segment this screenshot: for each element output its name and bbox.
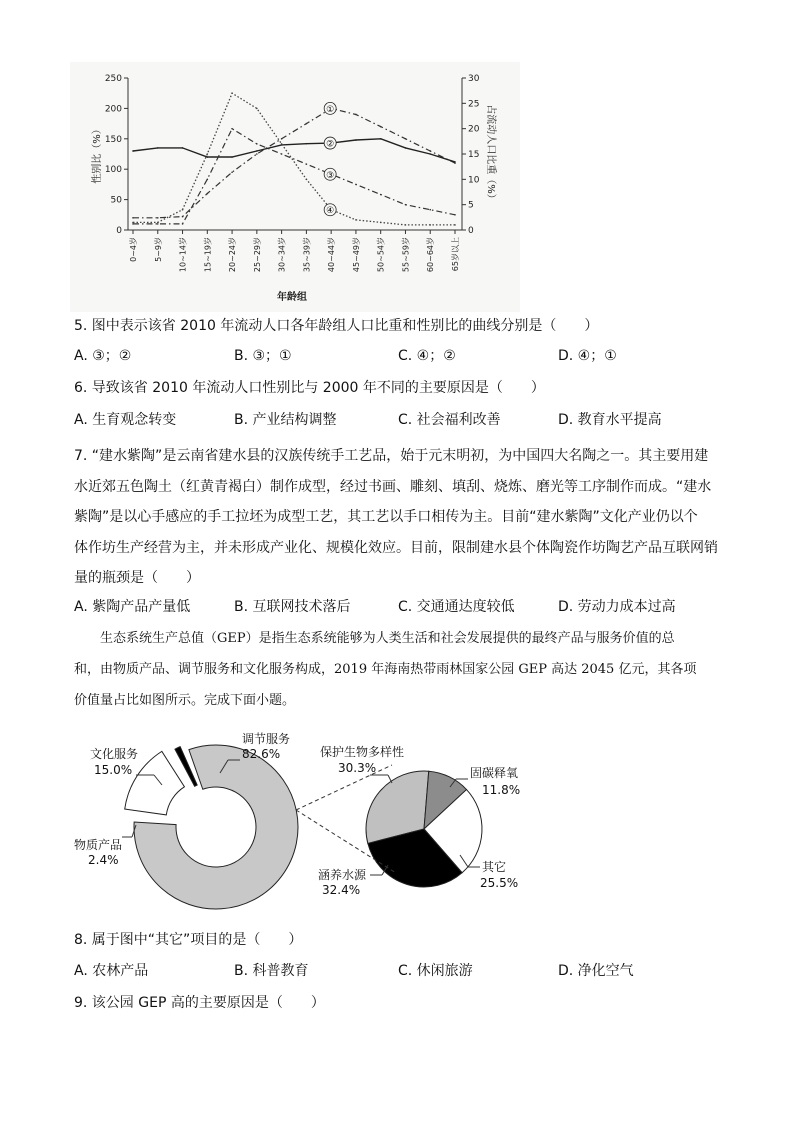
series-point bbox=[182, 223, 184, 225]
label-carbon-oxygen: 固碳释氧 bbox=[470, 766, 519, 780]
label-cultural-services: 文化服务 bbox=[90, 747, 139, 761]
question-7-stem bbox=[74, 441, 730, 594]
x-axis-tick-label: 60~64岁 bbox=[426, 237, 436, 273]
right-axis-tick-label: 30 bbox=[468, 74, 480, 84]
series-point bbox=[306, 179, 308, 181]
x-axis-tick-label: 50~54岁 bbox=[376, 237, 386, 273]
series-point bbox=[380, 222, 382, 224]
series-point bbox=[132, 217, 134, 219]
question-9-stem: 9. 该公园 GEP 高的主要原因是（ ） bbox=[74, 995, 325, 1011]
series-point bbox=[256, 108, 258, 110]
label-material-products-pct: 2.4% bbox=[88, 853, 119, 867]
left-axis-tick-label: 0 bbox=[116, 226, 122, 236]
q7-option-c[interactable]: C. 交通通达度较低 bbox=[398, 599, 515, 615]
series-point bbox=[231, 92, 233, 94]
series-point bbox=[405, 224, 407, 226]
left-axis-tick-label: 50 bbox=[110, 195, 122, 206]
x-axis-tick-label: 65岁以上 bbox=[451, 237, 460, 272]
question-6-stem: 6. 导致该省 2010 年流动人口性别比与 2000 年不同的主要原因是（ ） bbox=[74, 380, 545, 396]
left-axis-tick-label: 200 bbox=[104, 104, 122, 115]
series-point bbox=[306, 163, 308, 165]
q7-option-b[interactable]: B. 互联网技术落后 bbox=[234, 599, 351, 615]
q8-option-a[interactable]: A. 农林产品 bbox=[74, 963, 149, 979]
series-point bbox=[355, 114, 357, 116]
q5-option-a[interactable]: A. ③；② bbox=[74, 348, 132, 364]
series-point bbox=[281, 138, 283, 140]
label-biodiversity: 保护生物多样性 bbox=[320, 745, 405, 759]
x-axis-tick-label: 20~24岁 bbox=[228, 237, 238, 273]
series-point bbox=[207, 193, 209, 195]
x-axis-tick-label: 35~39岁 bbox=[302, 237, 312, 273]
series-point bbox=[405, 204, 407, 206]
series-point bbox=[306, 123, 308, 125]
curve-label: ① bbox=[326, 104, 335, 115]
curve-label: ③ bbox=[326, 170, 335, 181]
gep-pie-charts bbox=[70, 725, 530, 915]
q8-option-d[interactable]: D. 净化空气 bbox=[558, 963, 634, 979]
series-point bbox=[231, 171, 233, 173]
x-axis-tick-label: 30~34岁 bbox=[277, 237, 287, 273]
q6-option-c[interactable]: C. 社会福利改善 bbox=[398, 412, 501, 428]
series-point bbox=[157, 217, 159, 219]
q5-option-c[interactable]: C. ④；② bbox=[398, 348, 456, 364]
x-axis-title: 年龄组 bbox=[277, 292, 307, 303]
series-point bbox=[429, 209, 431, 211]
right-axis-tick-label: 5 bbox=[468, 200, 474, 211]
series-point bbox=[231, 128, 233, 130]
series-point bbox=[454, 224, 456, 226]
right-axis-tick-label: 15 bbox=[468, 150, 480, 160]
label-material-products: 物质产品 bbox=[74, 838, 123, 852]
right-axis-tick-label: 0 bbox=[468, 226, 474, 236]
series-point bbox=[207, 153, 209, 155]
label-others: 其它 bbox=[482, 860, 507, 874]
series-point bbox=[132, 222, 134, 224]
intro-line: 生态系统生产总值（GEP）是指生态系统能够为人类生活和社会发展提供的最终产品与服务价值的总 bbox=[74, 631, 675, 646]
series-point bbox=[355, 139, 357, 141]
q7-line: 水近郊五色陶土（红黄青褐白）制作成型，经过书画、雕刻、填刮、烧炼、磨光等工序制作而成。“建水 bbox=[74, 478, 712, 495]
series-point bbox=[256, 153, 258, 155]
population-line-chart bbox=[70, 62, 520, 312]
label-carbon-oxygen-pct: 11.8% bbox=[482, 783, 521, 797]
series-point bbox=[355, 219, 357, 221]
curve-label: ④ bbox=[326, 206, 335, 217]
right-axis-tick-label: 20 bbox=[468, 124, 480, 135]
series-point bbox=[405, 138, 407, 140]
series-point bbox=[454, 214, 456, 216]
q6-option-a[interactable]: A. 生育观念转变 bbox=[74, 412, 177, 428]
left-axis-tick-label: 100 bbox=[104, 165, 122, 176]
series-point bbox=[405, 147, 407, 149]
q7-option-a[interactable]: A. 紫陶产品产量低 bbox=[74, 599, 191, 615]
right-axis-tick-label: 10 bbox=[468, 175, 480, 186]
x-axis-tick-label: 45~49岁 bbox=[351, 237, 361, 273]
x-axis-tick-label: 10~14岁 bbox=[178, 237, 188, 273]
series-point bbox=[281, 143, 283, 145]
series-point bbox=[157, 147, 159, 149]
q5-option-d[interactable]: D. ④；① bbox=[558, 348, 617, 364]
label-biodiversity-pct: 30.3% bbox=[338, 761, 377, 775]
series-point bbox=[207, 179, 209, 181]
left-axis-tick-label: 250 bbox=[104, 74, 122, 84]
q7-line: 量的瓶颈是（ ） bbox=[74, 570, 200, 586]
q8-option-b[interactable]: B. 科普教育 bbox=[234, 963, 309, 979]
series-point bbox=[157, 222, 159, 224]
q7-line: 体作坊生产经营为主，并未形成产业化、规模化效应。目前，限制建水县个体陶瓷作坊陶艺产品互联网销 bbox=[74, 539, 718, 556]
left-axis-tick-label: 150 bbox=[104, 134, 122, 145]
series-point bbox=[231, 156, 233, 158]
series-point bbox=[306, 143, 308, 145]
series-point bbox=[182, 216, 184, 218]
series-point bbox=[256, 150, 258, 152]
intro-line: 和，由物质产品、调节服务和文化服务构成，2019 年海南热带雨林国家公园 GEP 高达 2045 亿元，其各项 bbox=[74, 662, 697, 677]
series-point bbox=[132, 150, 134, 152]
q7-option-d[interactable]: D. 劳动力成本过高 bbox=[558, 599, 676, 615]
q5-option-b[interactable]: B. ③；① bbox=[234, 348, 292, 364]
q6-option-d[interactable]: D. 教育水平提高 bbox=[558, 412, 662, 428]
series-point bbox=[429, 224, 431, 226]
x-axis-tick-label: 40~44岁 bbox=[327, 237, 337, 273]
left-axis-title: 性别比（%） bbox=[92, 124, 103, 184]
series-point bbox=[132, 223, 134, 225]
label-regulating-services: 调节服务 bbox=[242, 732, 291, 746]
series-point bbox=[380, 194, 382, 196]
series-point bbox=[281, 153, 283, 155]
series-point bbox=[182, 209, 184, 211]
question-8-stem: 8. 属于图中“其它”项目的是（ ） bbox=[74, 932, 303, 948]
label-water-conservation-pct: 32.4% bbox=[322, 883, 361, 897]
right-axis-tick-label: 25 bbox=[468, 99, 480, 110]
series-point bbox=[429, 153, 431, 155]
label-water-conservation: 涵养水源 bbox=[318, 868, 367, 882]
series-point bbox=[207, 156, 209, 158]
x-axis-tick-label: 0~4岁 bbox=[129, 237, 138, 262]
x-axis-tick-label: 5~9岁 bbox=[153, 237, 163, 262]
x-axis-tick-label: 15~19岁 bbox=[203, 237, 213, 273]
question-5-stem: 5. 图中表示该省 2010 年流动人口各年龄组人口比重和性别比的曲线分别是（ ） bbox=[74, 318, 599, 334]
x-axis-tick-label: 55~59岁 bbox=[401, 237, 411, 273]
x-axis-tick-label: 25~29岁 bbox=[252, 237, 262, 273]
label-regulating-services-pct: 82.6% bbox=[242, 747, 281, 761]
right-axis-title: 占流动人口比重（%） bbox=[485, 104, 496, 204]
q7-line: 7. “建水紫陶”是云南省建水县的汉族传统手工艺品，始于元末明初，为中国四大名陶之一。其主要用建 bbox=[74, 448, 709, 464]
series-point bbox=[157, 223, 159, 225]
series-point bbox=[454, 161, 456, 163]
series-point bbox=[182, 147, 184, 149]
q6-option-b[interactable]: B. 产业结构调整 bbox=[234, 412, 337, 428]
label-others-pct: 25.5% bbox=[480, 876, 519, 890]
q7-line: 紫陶”是以心手感应的手工拉坯为成型工艺，其工艺以手口相传为主。目前“建水紫陶”文化产业仍以个 bbox=[74, 509, 698, 525]
series-point bbox=[380, 138, 382, 140]
series-point bbox=[380, 126, 382, 128]
curve-label: ② bbox=[326, 139, 335, 150]
intro-line: 价值量占比如图所示。完成下面小题。 bbox=[74, 693, 296, 708]
label-cultural-services-pct: 15.0% bbox=[94, 763, 133, 777]
q8-option-c[interactable]: C. 休闲旅游 bbox=[398, 963, 473, 979]
gep-intro-passage bbox=[74, 623, 734, 716]
series-point bbox=[355, 184, 357, 186]
series-point bbox=[256, 143, 258, 145]
series-point bbox=[429, 150, 431, 152]
